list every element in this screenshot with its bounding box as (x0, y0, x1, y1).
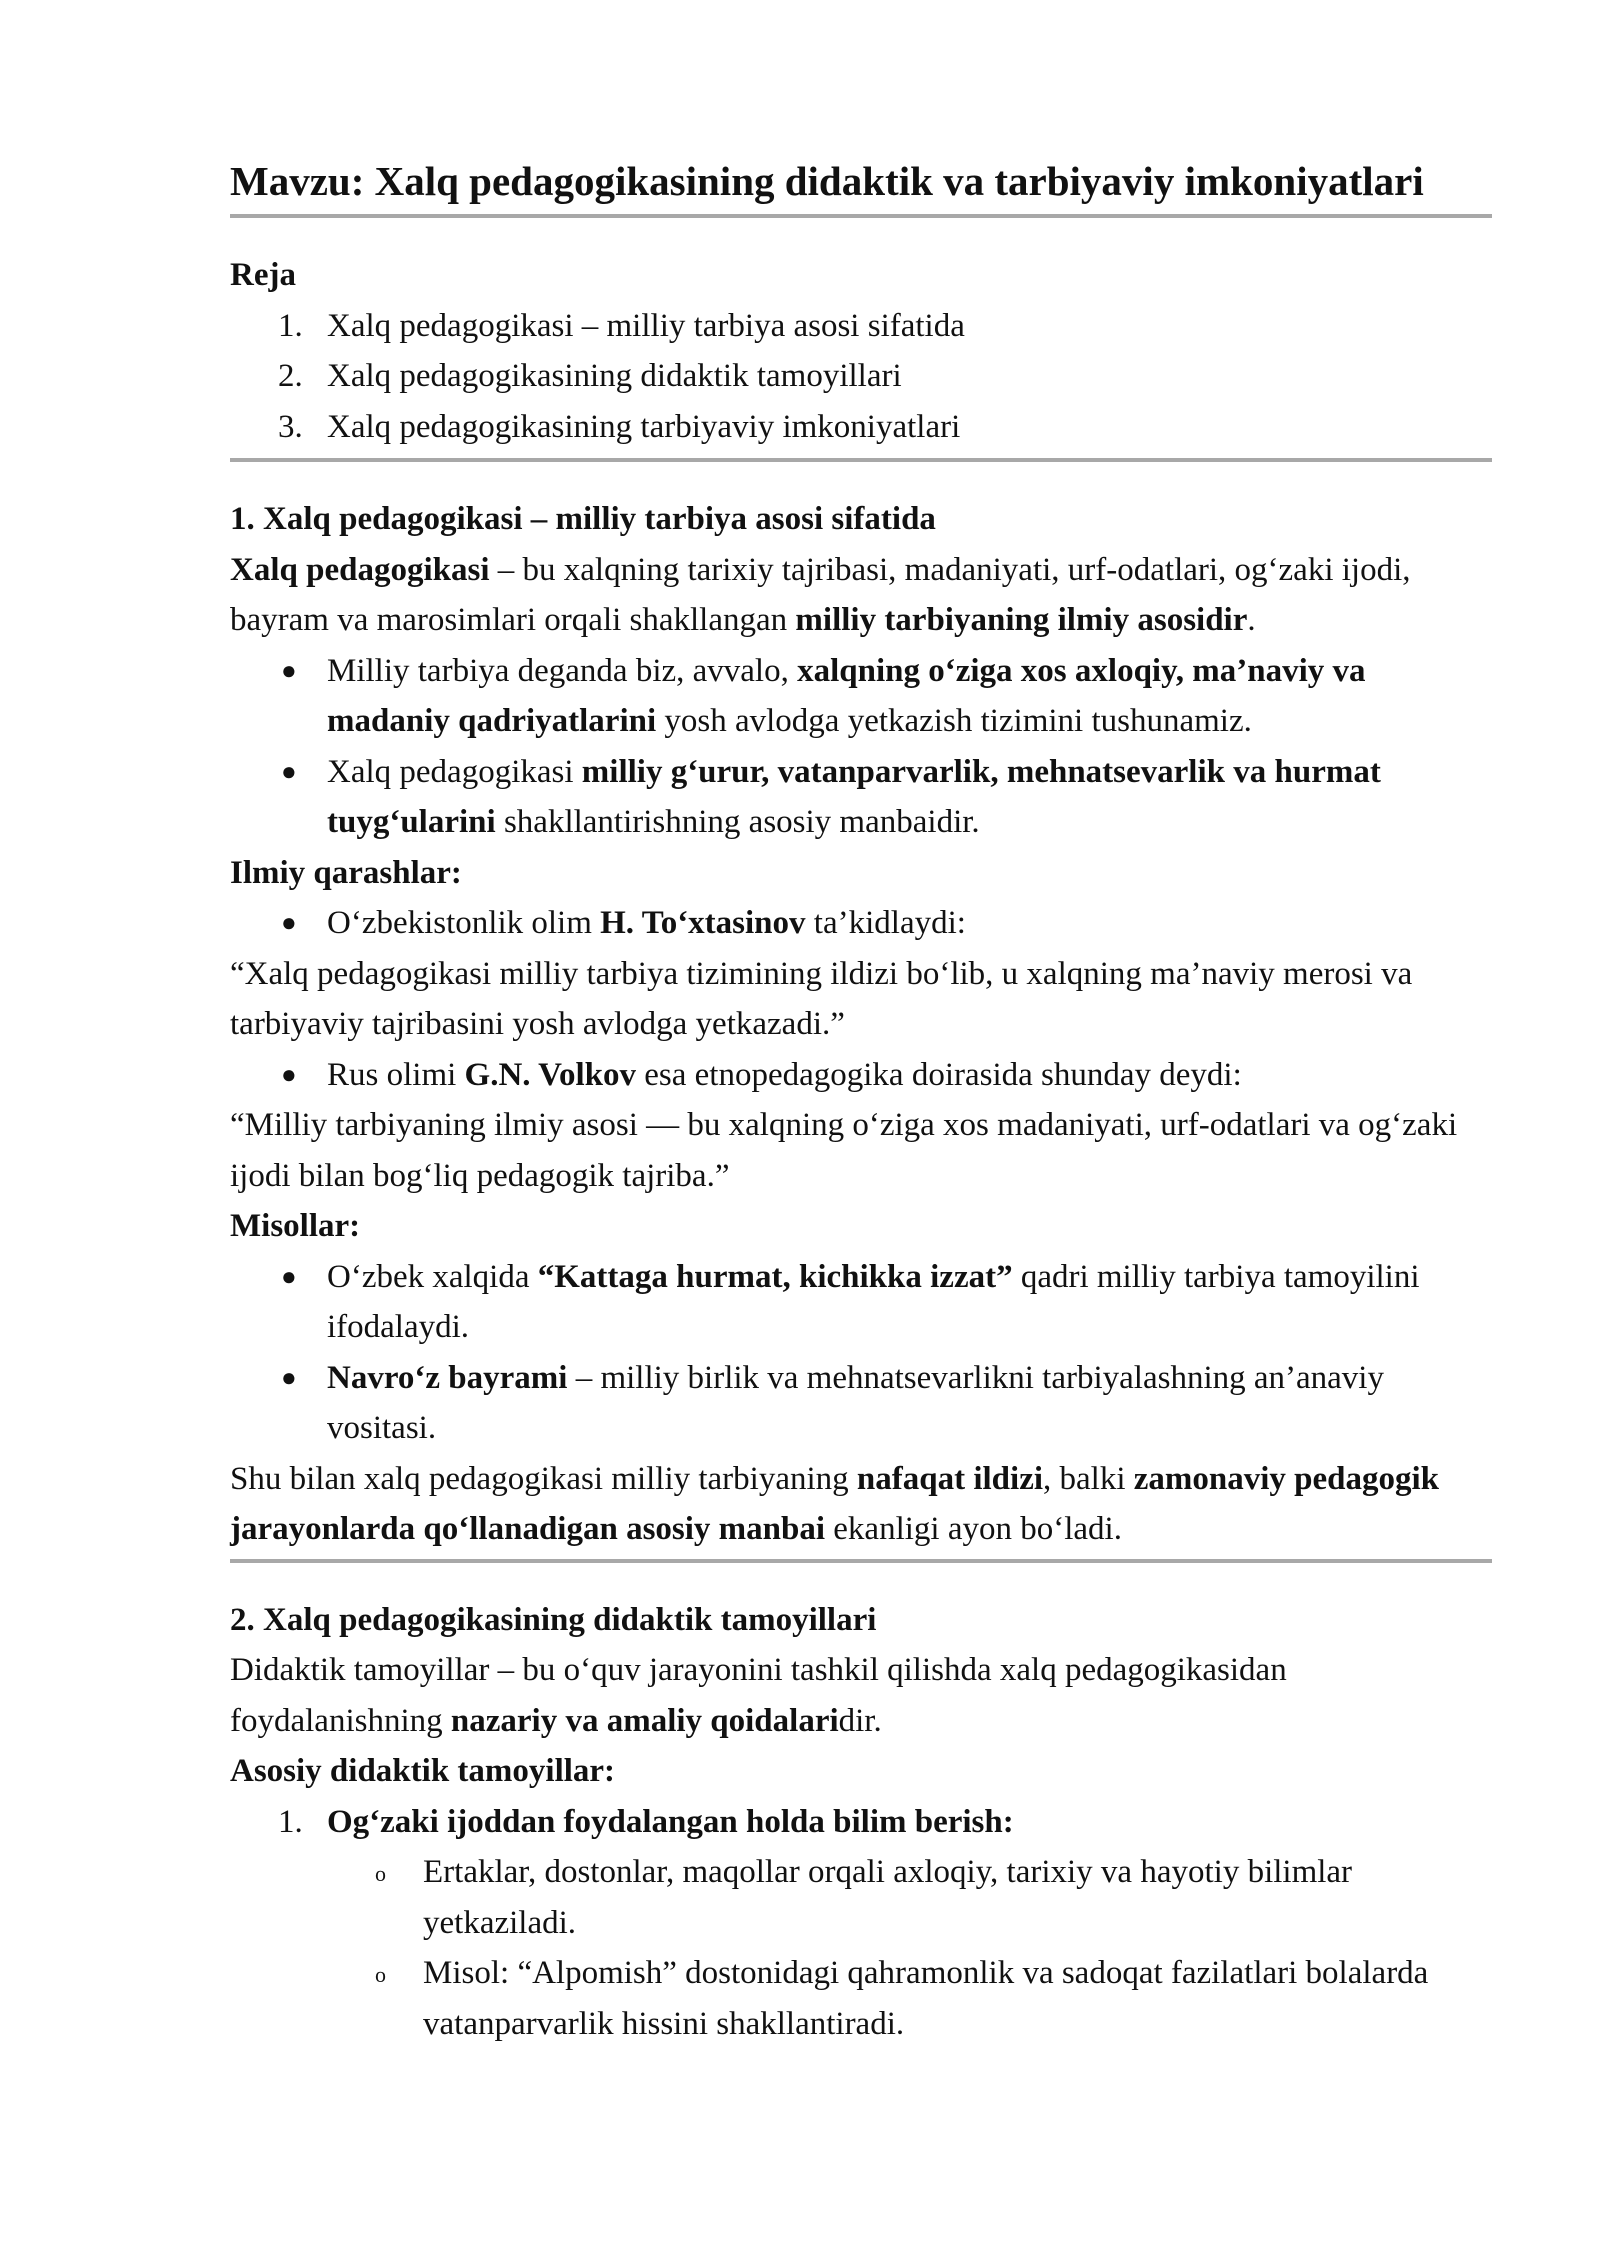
circle-bullet-icon: o (375, 1962, 386, 1987)
plan-item (230, 301, 1492, 352)
bold-emphasis: Xalq pedagogikasi (230, 551, 490, 588)
example-bullet (230, 1353, 1492, 1454)
bold-emphasis: nafaqat ildizi (856, 1460, 1044, 1497)
bold-emphasis: Navro‘z bayrami (327, 1359, 568, 1396)
section1-bullet (230, 646, 1492, 747)
plan-item-text: Xalq pedagogikasining didaktik tamoyillari (327, 358, 902, 394)
bullet-marker: ● (281, 655, 297, 685)
scholar-quote: “Milliy tarbiyaning ilmiy asosi — bu xalqning o‘ziga xos madaniyati, urf-odatlari va og‘zaki ijodi bilan bog‘liq pedagogik tajriba.” (230, 1107, 1458, 1194)
section1-divider (230, 1559, 1492, 1563)
plan-item-number: 3. (278, 408, 303, 445)
bold-emphasis: nazariy va amaliy qoidalari (450, 1702, 839, 1739)
scholar-bullet (230, 1050, 1492, 1101)
bullet-text: Navro‘z bayrami – milliy birlik va mehnatsevarlikni tarbiyalashning an’anaviy vositasi. (327, 1359, 1384, 1446)
plan-item-text: Xalq pedagogikasi – milliy tarbiya asosi sifatida (327, 307, 965, 344)
bold-emphasis: “Kattaga hurmat, kichikka izzat” (537, 1258, 1013, 1295)
bullet-marker: ● (281, 1059, 297, 1089)
principle-subitem (230, 1847, 1492, 1948)
section1-bullet (230, 747, 1492, 848)
principle-title: Og‘zaki ijoddan foydalangan holda bilim berish: (327, 1803, 1014, 1840)
plan-divider (230, 458, 1492, 462)
section1-intro: Xalq pedagogikasi – bu xalqning tarixiy tajribasi, madaniyati, urf-odatlari, og‘zaki ijodi, bayram va marosimlari orqali shakllangan milliy tarbiyaning ilmiy asosidir. (230, 551, 1411, 638)
title-divider (230, 214, 1492, 218)
subitem-text: Ertaklar, dostonlar, maqollar orqali axloqiy, tarixiy va hayotiy bilimlar yetkaziladi. (423, 1854, 1353, 1941)
principle-item (230, 1797, 1492, 1848)
bold-emphasis: milliy tarbiyaning ilmiy asosidir (795, 602, 1248, 638)
plan-item-number: 2. (278, 358, 303, 394)
plan-item (230, 402, 1492, 453)
plan-item-number: 1. (278, 307, 303, 344)
scholars-heading: Ilmiy qarashlar: (230, 854, 462, 891)
bullet-marker: ● (281, 1261, 297, 1291)
plan-item-text: Xalq pedagogikasining tarbiyaviy imkoniyatlari (327, 408, 961, 445)
bullet-text: Milliy tarbiya deganda biz, avvalo, xalqning o‘ziga xos axloqiy, ma’naviy va madaniy qadriyatlarini yosh avlodga yetkazish tizimini tushunamiz. (327, 652, 1366, 739)
scholar-quote: “Xalq pedagogikasi milliy tarbiya tizimining ildizi bo‘lib, u xalqning ma’naviy merosi va tarbiyaviy tajribasini yosh avlodga yetkazadi.” (230, 955, 1413, 1042)
bullet-marker: ● (281, 1362, 297, 1392)
bullet-text: O‘zbek xalqida “Kattaga hurmat, kichikka izzat” qadri milliy tarbiya tamoyilini ifodalaydi. (327, 1258, 1420, 1345)
bullet-text: O‘zbekistonlik olim H. To‘xtasinov ta’kidlaydi: (327, 905, 966, 941)
example-bullet (230, 1252, 1492, 1353)
circle-bullet-icon: o (375, 1861, 386, 1886)
subitem-text: Misol: “Alpomish” dostonidagi qahramonlik va sadoqat fazilatlari bolalarda vatanparvarlik hissini shakllantiradi. (423, 1955, 1429, 2042)
principle-number: 1. (278, 1803, 303, 1840)
bold-emphasis: G.N. Volkov (464, 1056, 637, 1093)
section2-heading: 2. Xalq pedagogikasining didaktik tamoyillari (230, 1601, 877, 1638)
bold-emphasis: milliy g‘urur, vatanparvarlik, mehnatsevarlik va hurmat tuyg‘ularini (327, 753, 1381, 840)
bullet-marker: ● (281, 908, 297, 937)
bullet-text: Xalq pedagogikasi milliy g‘urur, vatanparvarlik, mehnatsevarlik va hurmat tuyg‘ularini shakllantirishning asosiy manbaidir. (327, 753, 1381, 840)
scholar-bullet (230, 898, 1492, 949)
bullet-text: Rus olimi G.N. Volkov esa etnopedagogika doirasida shunday deydi: (327, 1056, 1242, 1093)
bold-emphasis: xalqning o‘ziga xos axloqiy, ma’naviy va madaniy qadriyatlarini (327, 652, 1366, 739)
section1-conclusion: Shu bilan xalq pedagogikasi milliy tarbiyaning nafaqat ildizi, balki zamonaviy pedagogik jarayonlarda qo‘llanadigan asosiy manbai ekanligi ayon bo‘ladi. (230, 1460, 1440, 1547)
section1-heading: 1. Xalq pedagogikasi – milliy tarbiya asosi sifatida (230, 501, 936, 537)
section2-intro: Didaktik tamoyillar – bu o‘quv jarayonini tashkil qilishda xalq pedagogikasidan foydalanishning nazariy va amaliy qoidalaridir. (230, 1652, 1287, 1739)
bullet-marker: ● (281, 756, 297, 786)
document-body (230, 152, 1492, 2049)
principle-subitem (230, 1948, 1492, 2049)
examples-heading: Misollar: (230, 1208, 361, 1244)
document-title: Mavzu: Xalq pedagogikasining didaktik va tarbiyaviy imkoniyatlari (230, 158, 1424, 204)
bold-emphasis: zamonaviy pedagogik jarayonlarda qo‘llanadigan asosiy manbai (230, 1460, 1440, 1547)
plan-item (230, 351, 1492, 402)
bold-emphasis: H. To‘xtasinov (600, 905, 806, 941)
plan-heading: Reja (230, 257, 296, 293)
principles-heading: Asosiy didaktik tamoyillar: (230, 1753, 616, 1789)
